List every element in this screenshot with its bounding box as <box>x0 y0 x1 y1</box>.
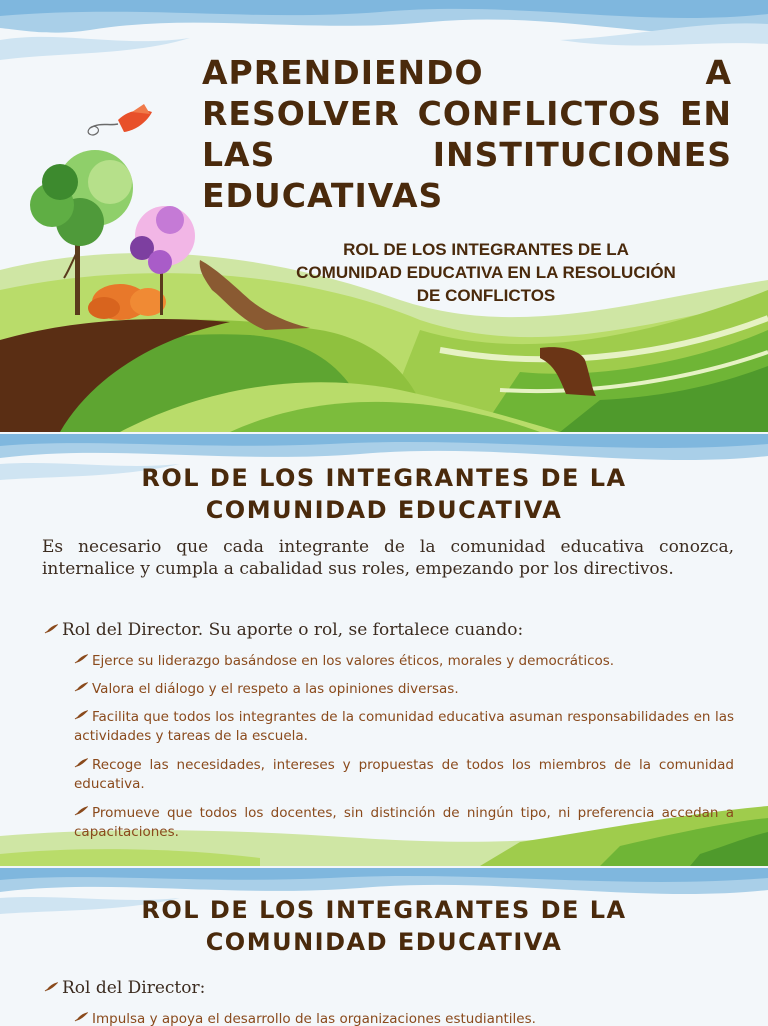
list-item <box>74 652 734 671</box>
main-bullet-label: Rol del Director: <box>62 978 206 998</box>
list-item <box>74 680 734 699</box>
list-item <box>74 708 734 746</box>
slide-roles <box>0 434 768 866</box>
list-item-text: Ejerce su liderazgo basándose en los valores éticos, morales y democráticos. <box>92 653 615 669</box>
quill-icon <box>74 710 88 720</box>
list-item <box>74 804 734 842</box>
quill-icon <box>44 624 58 634</box>
quill-icon <box>74 758 88 768</box>
main-title: APRENDIENDO A RESOLVER CONFLICTOS EN LAS INSTITUCIONES EDUCATIVAS <box>202 53 732 215</box>
list-item-text: Facilita que todos los integrantes de la comunidad educativa asuman responsabilidades en las actividades y tareas de la escuela. <box>74 709 734 744</box>
intro-paragraph: Es necesario que cada integrante de la comunidad educativa conozca, internalice y cumpla a cabalidad sus roles, empezando por los directivos. <box>42 537 734 579</box>
main-subtitle: ROL DE LOS INTEGRANTES DE LA COMUNIDAD EDUCATIVA EN LA RESOLUCIÓN DE CONFLICTOS <box>296 240 676 305</box>
list-item <box>74 756 734 794</box>
slide-title <box>0 0 768 432</box>
main-bullet-label: Rol del Director. Su aporte o rol, se fortalece cuando: <box>62 620 524 640</box>
quill-icon <box>74 654 88 664</box>
list-item-text: Recoge las necesidades, intereses y propuestas de todos los miembros de la comunidad educativa. <box>74 757 734 792</box>
main-bullet <box>44 620 523 640</box>
quill-icon <box>44 982 58 992</box>
list-item-text: Impulsa y apoya el desarrollo de las organizaciones estudiantiles. <box>92 1011 536 1026</box>
section-title: ROL DE LOS INTEGRANTES DE LA COMUNIDAD EDUCATIVA <box>141 896 627 956</box>
quill-icon <box>74 682 88 692</box>
quill-icon <box>74 1012 88 1022</box>
quill-icon <box>74 806 88 816</box>
list-item-text: Promueve que todos los docentes, sin distinción de ningún tipo, ni preferencia accedan a capacitaciones. <box>74 805 734 840</box>
slide-roles-continued <box>0 868 768 1026</box>
main-bullet <box>44 978 205 998</box>
list-item-text: Valora el diálogo y el respeto a las opiniones diversas. <box>92 681 459 697</box>
section-title: ROL DE LOS INTEGRANTES DE LA COMUNIDAD EDUCATIVA <box>141 464 627 524</box>
